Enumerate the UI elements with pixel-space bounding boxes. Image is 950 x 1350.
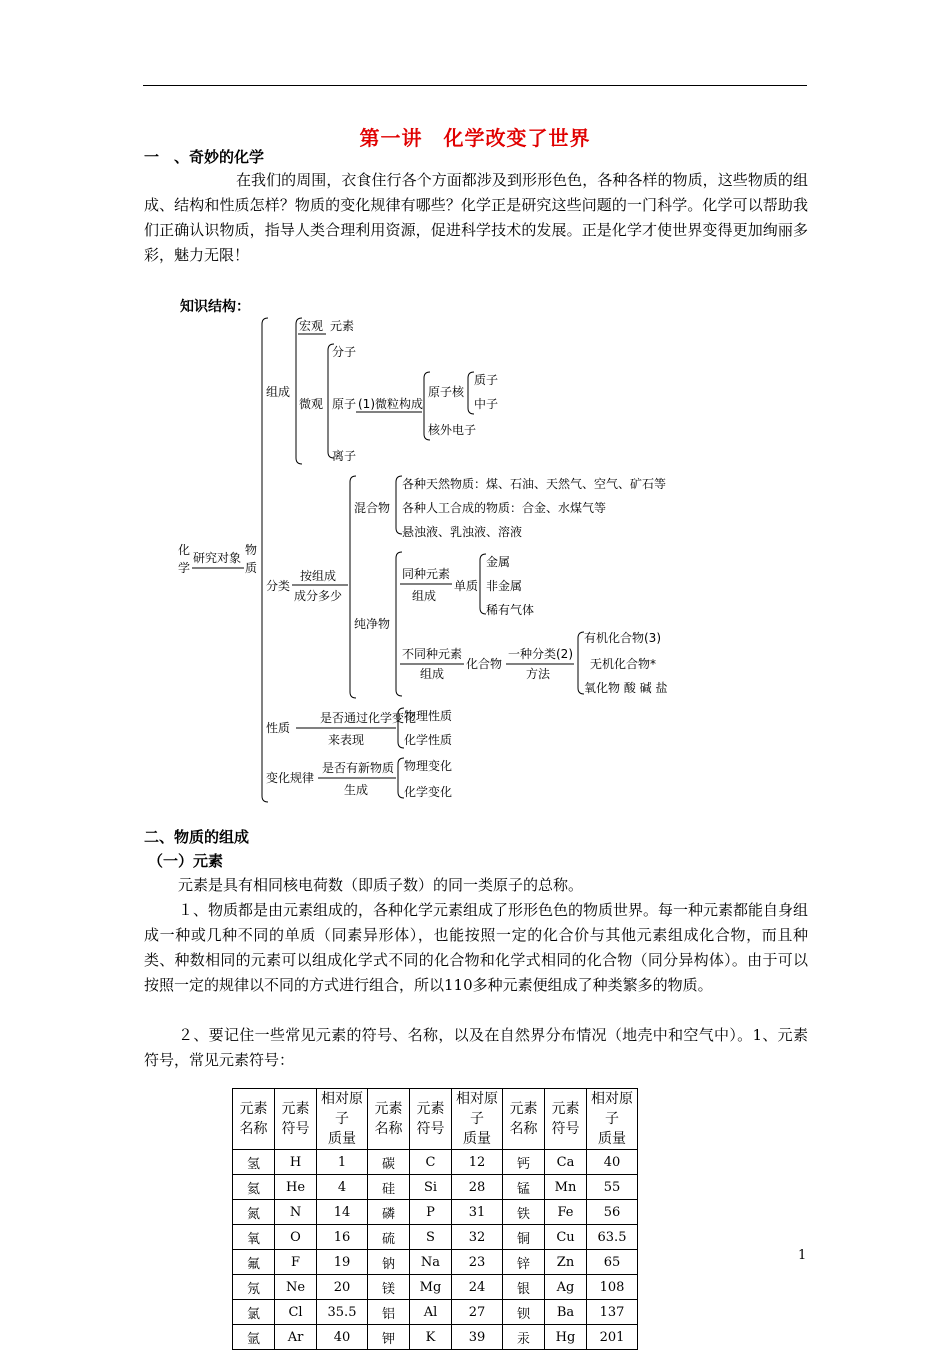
element-symbol-cell: P [410, 1200, 452, 1225]
element-mass-cell: 24 [452, 1275, 503, 1300]
element-name-cell: 氦 [233, 1175, 275, 1200]
tree-phys-change: 物理变化 [404, 759, 453, 773]
table-row [233, 1225, 638, 1250]
element-symbol-cell: Ca [545, 1150, 587, 1175]
tree-pure: 纯净物 [354, 617, 391, 631]
table-row [233, 1325, 638, 1350]
tree-mixture: 混合物 [354, 501, 391, 515]
element-symbol-cell: Ba [545, 1300, 587, 1325]
element-symbol-cell: N [275, 1200, 317, 1225]
tree-research: 研究对象 [193, 551, 242, 565]
tree-simple: 单质 [454, 579, 479, 593]
table-row [233, 1275, 638, 1300]
element-table [232, 1088, 638, 1350]
tree-via-chem: 是否通过化学变化 [320, 711, 417, 725]
element-symbol-cell: Zn [545, 1250, 587, 1275]
element-mass-cell: 56 [587, 1200, 638, 1225]
element-name-cell: 钠 [368, 1250, 410, 1275]
element-name-cell: 锌 [503, 1250, 545, 1275]
element-symbol-cell: K [410, 1325, 452, 1350]
element-name-cell: 钾 [368, 1325, 410, 1350]
tree-compound: 化合物 [466, 657, 503, 671]
tree-metal: 金属 [486, 555, 511, 569]
element-mass-cell: 23 [452, 1250, 503, 1275]
tree-zucheng-2: 组成 [420, 667, 445, 681]
tree-neutron: 中子 [474, 397, 499, 411]
tree-molecule: 分子 [332, 345, 357, 359]
element-symbol-cell: Ar [275, 1325, 317, 1350]
element-mass-cell: 19 [317, 1250, 368, 1275]
paragraph-1-text: １、物质都是由元素组成的，各种化学元素组成了形形色色的物质世界。每一种元素都能自身组成一种或几种不同的单质（同素异形体），也能按照一定的化合价与其他元素组成化合物，而且种类、种数相同的元素可以组成化学式不同的化合物和化学式相同的化合物（同分异构体）。由于可以按照一定的规律以不同的方式进行组合，所以110多种元素便组成了种类繁多的物质。 [144, 901, 809, 994]
tree-micro: 微观 [299, 397, 324, 411]
tree-new-substance: 是否有新物质 [322, 761, 395, 775]
tree-proton: 质子 [474, 373, 499, 387]
element-name-cell: 氖 [233, 1275, 275, 1300]
section-heading-2: 二、物质的组成 [144, 828, 250, 846]
tree-classify: 分类 [266, 579, 291, 593]
tree-inorganic-kinds: 氧化物 酸 碱 盐 [584, 681, 668, 695]
tree-organic: 有机化合物(3) [584, 631, 661, 645]
element-mass-cell: 39 [452, 1325, 503, 1350]
table-header-row [233, 1089, 638, 1150]
element-name-cell: 镁 [368, 1275, 410, 1300]
tree-mix-2: 各种人工合成的物质：合金、水煤气等 [402, 501, 607, 515]
element-name-cell: 氯 [233, 1300, 275, 1325]
tree-same-element: 同种元素 [402, 567, 451, 581]
tree-diff-element: 不同种元素 [402, 647, 463, 661]
tree-particle: (1)微粒构成 [358, 397, 423, 411]
element-symbol-cell: Mg [410, 1275, 452, 1300]
tree-obj-2: 质 [245, 561, 258, 575]
tree-composition: 组成 [266, 385, 291, 399]
tree-shown: 来表现 [328, 733, 365, 747]
tree-classify-2: 一种分类(2) [508, 647, 573, 661]
element-name-cell: 银 [503, 1275, 545, 1300]
element-name-cell: 钙 [503, 1150, 545, 1175]
element-name-cell: 硅 [368, 1175, 410, 1200]
tree-phys-prop: 物理性质 [404, 709, 453, 723]
header-symbol: 元素 符号 [545, 1089, 587, 1150]
tree-root-1: 化 [178, 543, 191, 557]
tree-electron: 核外电子 [428, 423, 477, 437]
header-name: 元素 名称 [368, 1089, 410, 1150]
element-symbol-cell: S [410, 1225, 452, 1250]
element-symbol-cell: Cl [275, 1300, 317, 1325]
intro-text: 在我们的周围，衣食住行各个方面都涉及到形形色色，各种各样的物质，这些物质的组成、结构和性质怎样？物质的变化规律有哪些？化学正是研究这些问题的一门科学。化学可以帮助我们正确认识物质，指导人类合理利用资源，促进科学技术的发展。正是化学才使世界变得更加绚丽多彩，魅力无限！ [144, 171, 808, 264]
subsection-heading-element: （一）元素 [148, 852, 224, 870]
header-symbol: 元素 符号 [410, 1089, 452, 1150]
table-row [233, 1175, 638, 1200]
element-mass-cell: 31 [452, 1200, 503, 1225]
tree-method: 方法 [526, 667, 551, 681]
tree-root-2: 学 [178, 561, 191, 575]
element-name-cell: 碳 [368, 1150, 410, 1175]
tree-by-comp: 按组成 [300, 569, 337, 583]
table-row [233, 1250, 638, 1275]
tree-mix-1: 各种天然物质：煤、石油、天然气、空气、矿石等 [402, 477, 667, 491]
element-symbol-cell: Si [410, 1175, 452, 1200]
tree-nucleus: 原子核 [428, 385, 465, 399]
tree-property: 性质 [266, 721, 291, 735]
tree-atom: 原子 [332, 397, 357, 411]
element-symbol-cell: Cu [545, 1225, 587, 1250]
table-row [233, 1150, 638, 1175]
tree-formed: 生成 [344, 783, 369, 797]
paragraph-2 [144, 1023, 808, 1073]
element-name-cell: 氢 [233, 1150, 275, 1175]
tree-change: 变化规律 [266, 771, 315, 785]
element-name-cell: 钡 [503, 1300, 545, 1325]
element-mass-cell: 20 [317, 1275, 368, 1300]
element-symbol-cell: Mn [545, 1175, 587, 1200]
table-row [233, 1200, 638, 1225]
page-number: 1 [798, 1248, 807, 1263]
element-mass-cell: 28 [452, 1175, 503, 1200]
element-mass-cell: 137 [587, 1300, 638, 1325]
element-mass-cell: 4 [317, 1175, 368, 1200]
element-mass-cell: 40 [317, 1325, 368, 1350]
element-mass-cell: 40 [587, 1150, 638, 1175]
element-mass-cell: 16 [317, 1225, 368, 1250]
element-mass-cell: 14 [317, 1200, 368, 1225]
element-name-cell: 锰 [503, 1175, 545, 1200]
element-name-cell: 氧 [233, 1225, 275, 1250]
element-symbol-cell: Hg [545, 1325, 587, 1350]
intro-paragraph [144, 168, 808, 268]
element-mass-cell: 27 [452, 1300, 503, 1325]
header-rule [143, 85, 807, 86]
definition-text: 元素是具有相同核电荷数（即质子数）的同一类原子的总称。 [178, 876, 584, 894]
tree-rare-gas: 稀有气体 [486, 603, 535, 617]
header-mass: 相对原子 质量 [452, 1089, 503, 1150]
tree-chem-prop: 化学性质 [404, 733, 453, 747]
element-name-cell: 氮 [233, 1200, 275, 1225]
header-name: 元素 名称 [233, 1089, 275, 1150]
element-mass-cell: 35.5 [317, 1300, 368, 1325]
element-symbol-cell: H [275, 1150, 317, 1175]
element-mass-cell: 108 [587, 1275, 638, 1300]
tree-nonmetal: 非金属 [486, 579, 523, 593]
definition-paragraph [144, 873, 808, 898]
section-heading-1: 一 、奇妙的化学 [144, 148, 265, 166]
element-name-cell: 磷 [368, 1200, 410, 1225]
element-mass-cell: 12 [452, 1150, 503, 1175]
element-mass-cell: 32 [452, 1225, 503, 1250]
knowledge-structure-label: 知识结构： [180, 299, 250, 315]
header-mass: 相对原子 质量 [587, 1089, 638, 1150]
element-name-cell: 铜 [503, 1225, 545, 1250]
tree-mix-3: 悬浊液、乳浊液、溶液 [402, 525, 523, 539]
paragraph-1 [144, 898, 808, 998]
element-symbol-cell: Al [410, 1300, 452, 1325]
tree-inorganic: 无机化合物* [590, 657, 657, 671]
element-symbol-cell: Ne [275, 1275, 317, 1300]
element-mass-cell: 201 [587, 1325, 638, 1350]
element-name-cell: 铁 [503, 1200, 545, 1225]
page-title: 第一讲 化学改变了世界 [359, 126, 591, 150]
element-symbol-cell: F [275, 1250, 317, 1275]
element-symbol-cell: Na [410, 1250, 452, 1275]
element-name-cell: 氩 [233, 1325, 275, 1350]
element-name-cell: 氟 [233, 1250, 275, 1275]
tree-ion: 离子 [332, 449, 357, 463]
element-mass-cell: 63.5 [587, 1225, 638, 1250]
tree-macro: 宏观 [299, 319, 324, 333]
tree-obj-1: 物 [245, 543, 258, 557]
tree-chem-change: 化学变化 [404, 785, 453, 799]
element-symbol-cell: C [410, 1150, 452, 1175]
tree-element: 元素 [330, 319, 355, 333]
header-name: 元素 名称 [503, 1089, 545, 1150]
element-symbol-cell: He [275, 1175, 317, 1200]
element-name-cell: 硫 [368, 1225, 410, 1250]
element-name-cell: 铝 [368, 1300, 410, 1325]
tree-comp-amount: 成分多少 [294, 589, 343, 603]
table-row [233, 1300, 638, 1325]
element-symbol-cell: Ag [545, 1275, 587, 1300]
element-mass-cell: 1 [317, 1150, 368, 1175]
header-mass: 相对原子 质量 [317, 1089, 368, 1150]
knowledge-tree-diagram [160, 310, 720, 810]
header-symbol: 元素 符号 [275, 1089, 317, 1150]
tree-zucheng-1: 组成 [412, 589, 437, 603]
element-symbol-cell: Fe [545, 1200, 587, 1225]
element-symbol-cell: O [275, 1225, 317, 1250]
element-name-cell: 汞 [503, 1325, 545, 1350]
element-mass-cell: 55 [587, 1175, 638, 1200]
element-mass-cell: 65 [587, 1250, 638, 1275]
paragraph-2-text: ２、要记住一些常见元素的符号、名称，以及在自然界分布情况（地壳中和空气中）。1、元素符号，常见元素符号： [144, 1026, 808, 1069]
